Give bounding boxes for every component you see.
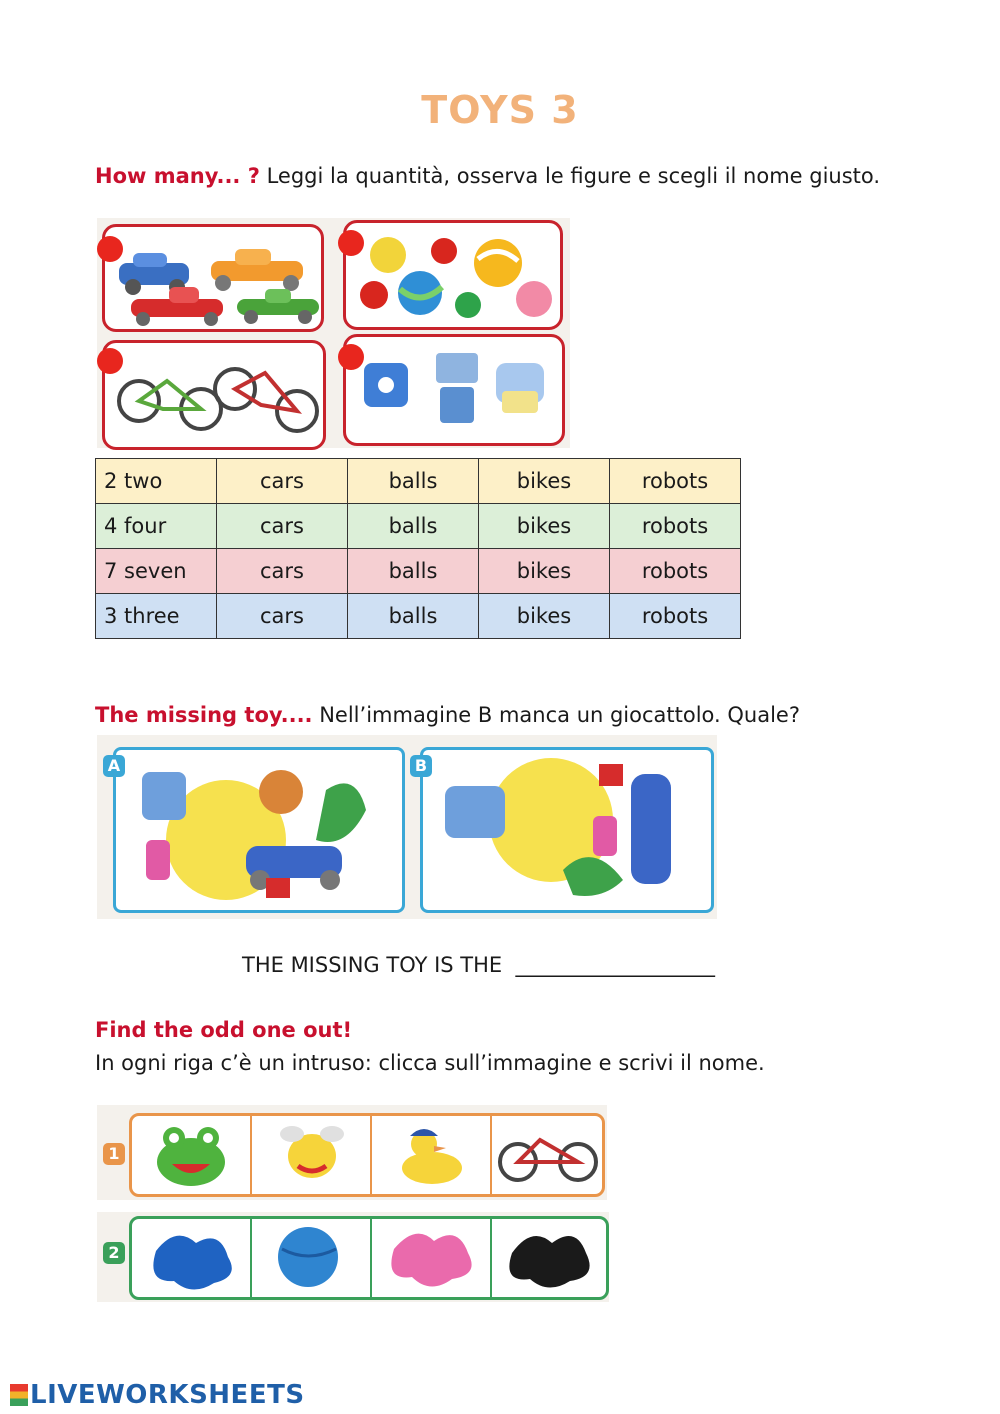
option-cell-balls[interactable]: balls [348, 504, 479, 549]
frog-option[interactable] [136, 1118, 246, 1192]
missing-toy-picture [97, 735, 717, 919]
toys-b-illustration [423, 750, 711, 910]
row1-number-badge: 1 [103, 1143, 125, 1165]
liveworksheets-logo[interactable] [10, 1380, 305, 1410]
pink-splash-option[interactable] [370, 1219, 490, 1297]
balls-marker-dot [338, 230, 364, 256]
option-cell-robots[interactable]: robots [610, 459, 741, 504]
black-splash-option[interactable] [490, 1219, 606, 1297]
label-a-badge: A [103, 755, 125, 777]
picture-a [113, 747, 405, 913]
black-splash-icon [492, 1219, 606, 1293]
logo-mark-icon [10, 1384, 28, 1406]
cars-box [102, 224, 324, 332]
table-row [96, 549, 741, 594]
blue-splash-icon [136, 1221, 248, 1295]
option-cell-bikes[interactable]: bikes [479, 504, 610, 549]
section1-text: Leggi la quantità, osserva le figure e scegli il nome giusto. [259, 164, 881, 188]
toys-a-illustration [116, 750, 402, 910]
quantity-table [95, 458, 741, 639]
option-cell-balls[interactable]: balls [348, 549, 479, 594]
blue-splash-option[interactable] [136, 1221, 248, 1295]
cars-icon [105, 227, 321, 329]
balls-icon [346, 223, 560, 327]
bee-icon [252, 1116, 370, 1190]
duck-icon [372, 1116, 490, 1190]
option-cell-cars[interactable]: cars [217, 504, 348, 549]
footer-brand: LIVEWORKSHEETS [30, 1380, 305, 1410]
bikes-marker-dot [97, 348, 123, 374]
table-row [96, 504, 741, 549]
bee-option[interactable] [250, 1116, 370, 1194]
frog-icon [136, 1118, 246, 1192]
section2-instruction [95, 703, 800, 727]
quantity-cell: 2 two [96, 459, 217, 504]
missing-toy-answer [242, 953, 715, 977]
blue-ball-icon [252, 1219, 370, 1293]
option-cell-bikes[interactable]: bikes [479, 594, 610, 639]
robots-box [343, 334, 565, 446]
quantity-cell: 7 seven [96, 549, 217, 594]
missing-toy-answer-field[interactable]: ___________________ [515, 953, 716, 977]
table-row [96, 594, 741, 639]
odd-one-row-1 [97, 1105, 607, 1200]
cars-marker-dot [97, 236, 123, 262]
section3-heading: Find the odd one out! [95, 1018, 353, 1042]
bikes-icon [105, 343, 323, 447]
robots-marker-dot [338, 344, 364, 370]
option-cell-robots[interactable]: robots [610, 549, 741, 594]
option-cell-robots[interactable]: robots [610, 504, 741, 549]
row1-strip [129, 1113, 605, 1197]
bike-option[interactable] [490, 1116, 602, 1194]
section2-text: Nell’immagine B manca un giocattolo. Quale? [312, 703, 800, 727]
duck-option[interactable] [370, 1116, 490, 1194]
how-many-picture [97, 218, 570, 448]
odd-one-row-2 [97, 1212, 609, 1302]
option-cell-cars[interactable]: cars [217, 459, 348, 504]
page-title: TOYS 3 [421, 88, 579, 132]
option-cell-bikes[interactable]: bikes [479, 459, 610, 504]
bikes-box [102, 340, 326, 450]
pink-splash-icon [372, 1219, 490, 1293]
bicycle-icon [492, 1116, 602, 1190]
section3-text: In ogni riga c’è un intruso: clicca sull’immagine e scrivi il nome. [95, 1051, 765, 1075]
row2-strip [129, 1216, 609, 1300]
section1-instruction [95, 164, 880, 188]
picture-b [420, 747, 714, 913]
label-b-badge: B [410, 755, 432, 777]
missing-toy-prompt: THE MISSING TOY IS THE [242, 953, 503, 977]
option-cell-balls[interactable]: balls [348, 594, 479, 639]
balls-box [343, 220, 563, 330]
quantity-cell: 4 four [96, 504, 217, 549]
option-cell-balls[interactable]: balls [348, 459, 479, 504]
robots-icon [346, 337, 562, 443]
section2-heading: The missing toy.... [95, 703, 313, 727]
option-cell-cars[interactable]: cars [217, 594, 348, 639]
table-row [96, 459, 741, 504]
section1-heading: How many... ? [95, 164, 260, 188]
row2-number-badge: 2 [103, 1242, 125, 1264]
ball-option[interactable] [250, 1219, 370, 1297]
option-cell-robots[interactable]: robots [610, 594, 741, 639]
option-cell-cars[interactable]: cars [217, 549, 348, 594]
quantity-cell: 3 three [96, 594, 217, 639]
option-cell-bikes[interactable]: bikes [479, 549, 610, 594]
